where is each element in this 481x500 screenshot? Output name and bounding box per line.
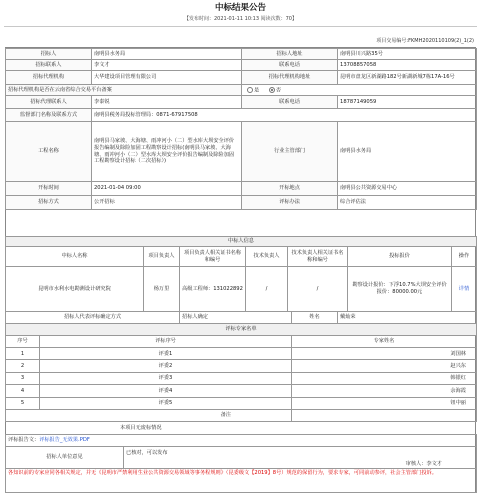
remark-label: 备注: [6, 409, 292, 421]
winner-detail-link[interactable]: 详情: [452, 267, 477, 312]
tenderer-value: 南明县水务局: [92, 49, 242, 60]
industry-value: 南明县水务局: [338, 122, 477, 182]
col-pm-cert: 项目负责人相关证书名称和编号: [180, 247, 246, 267]
report-row: [6, 435, 477, 447]
col-role: 评标序号: [40, 336, 292, 348]
agent-label: 招标人代表评标确定方式: [6, 312, 180, 324]
supervisor-label: 监督部门名称及联系方式: [6, 109, 92, 122]
table-row: [6, 397, 477, 409]
opinion-signer: 审核人：李文才: [405, 460, 442, 467]
col-expert-name: 专家姓名: [292, 336, 477, 348]
publish-meta: 【发布时间：2021-01-11 10:13 阅读次数：70】: [183, 16, 297, 22]
tenderer-phone-value: 13708857058: [338, 60, 477, 71]
open-place-value: 南明县公共资源交易中心: [338, 182, 477, 196]
tenderer-contact-label: 招标联系人: [6, 60, 92, 71]
opinion-cell: [124, 447, 477, 469]
winner-price: 勘察设计报价：下浮10.7%大坝安全评价报价：80000.00元: [348, 267, 452, 312]
expert-seq: 5: [6, 397, 40, 409]
col-winner-name: 中标人名称: [6, 247, 144, 267]
open-place-label: 开标地点: [242, 182, 338, 196]
expert-role: 评委1: [40, 348, 292, 360]
opinion-value: 已核对，可以发布: [126, 450, 168, 456]
expert-table: [5, 323, 477, 422]
expert-role: 评委3: [40, 372, 292, 384]
winner-name: 昆明市水利水电勘测设计研究院: [6, 267, 144, 312]
expert-seq: 1: [6, 348, 40, 360]
footer-table: [5, 434, 477, 493]
notice-text: 各知识前的专家应同各相关规定，并无《昆明市严禁利用生业公共资源交易领域等事务程规则》（昆委级文【2019】8号）规范的保留行为，要求专家，可同前动参评，社会主管部门投诉。: [6, 469, 477, 493]
col-price: 投标报价: [348, 247, 452, 267]
tenderer-addr-label: 招标人地址: [242, 49, 338, 60]
expert-name: 韩银红: [292, 372, 477, 384]
agent-value: 招标人确定: [180, 312, 292, 324]
agency-phone-value: 18787149059: [338, 96, 477, 109]
title-divider: [4, 26, 477, 27]
agency-value: 大华建设项目管理有限公司: [92, 71, 242, 85]
expert-name: 钮中丽: [292, 397, 477, 409]
agency-contact-value: 李泰锐: [92, 96, 242, 109]
expert-role: 评委4: [40, 385, 292, 397]
col-tech-cert: 技术负责人相关证书名称和编号: [288, 247, 348, 267]
tenderer-label: 招标人: [6, 49, 92, 60]
tenderer-contact-value: 李文才: [92, 60, 242, 71]
agency-addr-label: 招标代理机构地址: [242, 71, 338, 85]
expert-role: 评委5: [40, 397, 292, 409]
supervisor-value: 南明县税务局投标管理局：0871-67917508: [92, 109, 477, 122]
open-time-label: 开标时间: [6, 182, 92, 196]
project-value: 南明县马家坡、大海塘、雨冲河小（二）型水库大坝安全评价报告编制及除险加固工程勘察设计招标(南明县马家坡、大海塘、雨冲河小（二）型水库大坝安全评价报告编制及除险加固工程勘察设计招标（二次招标）): [92, 122, 242, 182]
method-label: 招标方式: [6, 196, 92, 210]
radio-yes-label: 是: [254, 87, 260, 94]
expert-name: 余海霞: [292, 385, 477, 397]
report-prefix: 评标报告文：: [8, 437, 40, 444]
col-seq: 序号: [6, 336, 40, 348]
radio-no[interactable]: [269, 87, 275, 93]
expert-seq: 4: [6, 385, 40, 397]
winner-table: [5, 236, 477, 312]
platform-label: 招标代理机构是否在云南省综合交易平台备案: [6, 85, 242, 96]
expert-name: 刘国林: [292, 348, 477, 360]
winner-tech: /: [246, 267, 288, 312]
winner-tech-cert: /: [288, 267, 348, 312]
agency-phone-label: 联系电话: [242, 96, 338, 109]
eval-label: 评标办法: [242, 196, 338, 210]
expert-name: 赵兴东: [292, 360, 477, 372]
radio-no-label: 否: [275, 87, 282, 94]
agency-contact-label: 招标代理联系人: [6, 96, 92, 109]
remark-value-cell: [292, 409, 477, 421]
table-row: [6, 372, 477, 384]
expert-seq: 2: [6, 360, 40, 372]
tenderer-phone-label: 联系电话: [242, 60, 338, 71]
table-row: [6, 385, 477, 397]
table-row: [6, 348, 477, 360]
col-tech: 技术负责人: [246, 247, 288, 267]
eval-value: 综合评估法: [338, 196, 477, 210]
project-code: 项目交易编号:FKMH2020110109(2)_1(2): [376, 38, 474, 44]
expert-section-title: 评标专家名单: [6, 324, 477, 336]
opinion-label: 招标人单位意见: [6, 447, 124, 469]
platform-radios: [242, 85, 477, 96]
open-time-value: 2021-01-04 09:00: [92, 182, 242, 196]
col-action: 操作: [452, 247, 477, 267]
tenderer-addr-value: 南明县川兴路35号: [338, 49, 477, 60]
method-value: 公开招标: [92, 196, 242, 210]
table-row: [6, 360, 477, 372]
expert-role: 评委2: [40, 360, 292, 372]
remark-value: 本项目无废标情况: [120, 425, 162, 431]
winner-pm: 杨万里: [144, 267, 180, 312]
info-table: [5, 48, 477, 210]
report-link[interactable]: 评标报告_无效果.PDF: [39, 437, 90, 444]
industry-label: 行业主管部门: [242, 122, 338, 182]
page-title: 中标结果公告: [214, 3, 266, 13]
expert-seq: 3: [6, 372, 40, 384]
col-pm: 项目负责人: [144, 247, 180, 267]
winner-pm-cert: 高级工程师：131022892: [180, 267, 246, 312]
name-label: 姓名: [292, 312, 338, 324]
agency-addr-value: 昆明市盘龙区新湖路182号新湖新城7栋17A-16号: [338, 71, 477, 85]
name-value: 戴灿荣: [338, 312, 477, 324]
project-label: 工程名称: [6, 122, 92, 182]
agency-label: 招标代理机构: [6, 71, 92, 85]
winner-section-title: 中标人信息: [6, 237, 477, 247]
radio-yes[interactable]: [247, 87, 253, 93]
